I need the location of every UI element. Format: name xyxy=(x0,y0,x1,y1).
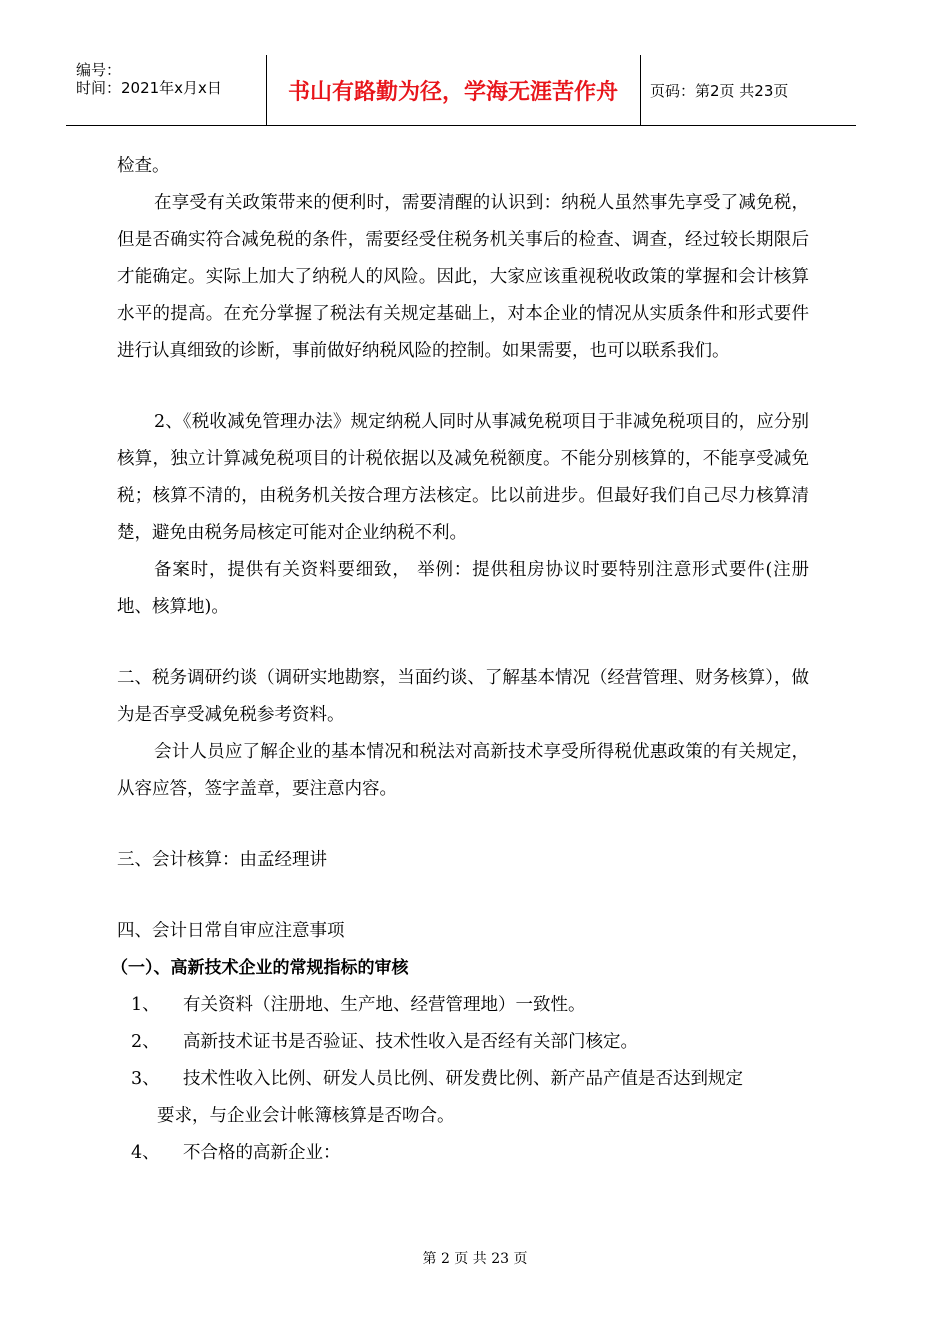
section-heading-self-review: 四、会计日常自审应注意事项 xyxy=(117,921,345,941)
header-page-number: 页码：第2页 共23页 xyxy=(650,81,789,100)
page-footer: 第 2 页 共 23 页 xyxy=(422,1251,528,1267)
list-item-number: 4、 xyxy=(131,1143,160,1163)
document-number-label: 编号： xyxy=(76,61,122,79)
header-meta-cell xyxy=(66,55,267,125)
spacer xyxy=(117,370,809,404)
list-item-number: 3、 xyxy=(131,1069,160,1089)
list-item-text: 技术性收入比例、研发人员比例、研发费比例、新产品产值是否达到规定 xyxy=(183,1069,743,1089)
spacer xyxy=(117,808,809,842)
paragraph-accountant-knowledge: 会计人员应了解企业的基本情况和税法对高新技术享受所得税优惠政策的有关规定，从容应答，签字盖章，要注意内容。 xyxy=(117,742,809,799)
list-item-text: 有关资料（注册地、生产地、经营管理地）一致性。 xyxy=(183,995,586,1015)
subsection-heading-indicators: （一）、高新技术企业的常规指标的审核 xyxy=(111,958,409,978)
header-motto: 书山有路勤为径，学海无涯苦作舟 xyxy=(266,55,641,125)
list-item xyxy=(117,1135,809,1172)
list-item-number: 1、 xyxy=(131,995,160,1015)
section-heading-tax-survey: 二、税务调研约谈（调研实地勘察，当面约谈、了解基本情况（经营管理、财务核算），做为是否享受减免税参考资料。 xyxy=(117,668,809,725)
document-body xyxy=(111,148,809,1172)
page-header xyxy=(66,55,856,126)
list-item-number: 2、 xyxy=(131,1032,160,1052)
list-item-text: 不合格的高新企业： xyxy=(183,1143,341,1163)
spacer xyxy=(117,879,809,913)
paragraph-policy-risk: 在享受有关政策带来的便利时，需要清醒的认识到：纳税人虽然事先享受了减免税，但是否确实符合减免税的条件，需要经受住税务机关事后的检查、调查，经过较长期限后才能确定。实际上加大了纳税人的风险。因此，大家应该重视税收政策的掌握和会计核算水平的提高。在充分掌握了税法有关规定基础上，对本企业的情况从实质条件和形式要件进行认真细致的诊断，事前做好纳税风险的控制。如果需要，也可以联系我们。 xyxy=(117,193,809,361)
section-heading-accounting: 三、会计核算：由孟经理讲 xyxy=(117,850,327,870)
spacer xyxy=(117,626,809,660)
paragraph-check: 检查。 xyxy=(117,156,170,176)
list-item xyxy=(117,1061,809,1098)
list-item-text: 高新技术证书是否验证、技术性收入是否经有关部门核定。 xyxy=(183,1032,638,1052)
paragraph-filing: 备案时，提供有关资料要细致， 举例：提供租房协议时要特别注意形式要件(注册地、核算地)。 xyxy=(117,560,809,617)
document-time-label: 时间：2021年x月x日 xyxy=(76,79,222,97)
paragraph-separate-accounting: 2、《税收减免管理办法》规定纳税人同时从事减免税项目于非减免税项目的，应分别核算，独立计算减免税项目的计税依据以及减免税额度。不能分别核算的，不能享受减免税；核算不清的，由税务机关按合理方法核定。比以前进步。但最好我们自己尽力核算清楚，避免由税务局核定可能对企业纳税不利。 xyxy=(117,412,809,543)
list-item-continuation: 要求，与企业会计帐簿核算是否吻合。 xyxy=(157,1106,455,1126)
list-item xyxy=(117,987,809,1024)
list-item xyxy=(117,1024,809,1061)
